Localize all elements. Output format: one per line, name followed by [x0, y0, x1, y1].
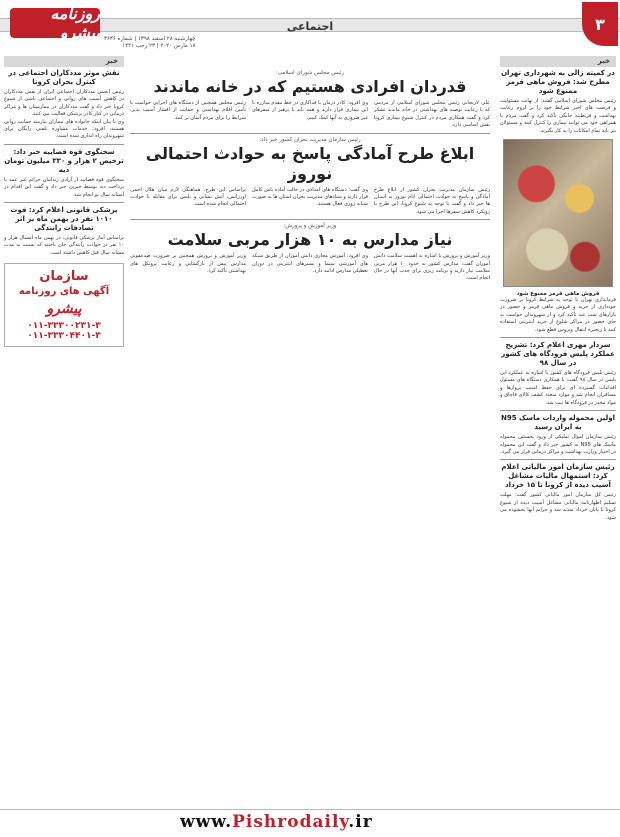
- article-body: رئیس سازمان مدیریت بحران کشور از ابلاغ طرح آمادگی و پاسخ به حوادث احتمالی ایام نوروز به استان ها خبر داد و گفت با توجه به شیوع کرونا، این طرح با رویکرد کاهش سفرها اجرا می شود.: [374, 186, 490, 215]
- ad-phone: ۰۱۱-۳۳۳۰۰۲۳۱-۳: [27, 321, 101, 332]
- article-body: علی لاریجانی رئیس مجلس شورای اسلامی از مردمی که با رعایت توصیه های بهداشتی در خانه ماندند تشکر کرد و گفت همکاری مردم در کنترل شیوع بیماری کرونا نقش اساسی دارد.: [374, 100, 490, 129]
- article-headline: پزشکی قانونی اعلام کرد: فوت ۱۰۱۰ نفر در بهمن ماه بر اثر تصادفات رانندگی: [10, 206, 118, 233]
- photo-caption: فروش ماهی قرمز ممنوع شود: [516, 291, 600, 298]
- article-columns: [130, 253, 490, 283]
- url-tld: .ir: [348, 812, 373, 832]
- news-label: خبر: [4, 56, 124, 67]
- article-kicker: وزیر آموزش و پرورش:: [283, 223, 337, 230]
- main-headline: قدردان افرادی هستیم که در خانه ماندند: [153, 77, 467, 96]
- article-body: سخنگوی قوه قضاییه از آزادی زندانیان جرائم غیر عمد با پرداخت دیه توسط خیرین خبر داد و گفت این اقدام در آستانه سال نو انجام شد.: [4, 176, 124, 198]
- center-column: [130, 56, 490, 283]
- article-body: وی افزود: کادر درمان با فداکاری در خط مقدم مبارزه با این بیماری قرار دارند و همه باید با پرهیز از سفرهای غیر ضروری به آنها کمک کنیم.: [252, 100, 368, 121]
- article-body: فرمانداری تهران با توجه به شرایط کرونا بر ضرورت خودداری از خرید و فروش ماهی قرمز و حضور در بازارهای شب عید تأکید کرد و از شهروندان خواست به جای حضور در مراکز شلوغ از خرید اینترنتی استفاده کنند تا زنجیره انتقال ویروس قطع شود.: [500, 297, 616, 333]
- newspaper-logo: روزنامه پیشرو: [10, 8, 100, 38]
- website-url[interactable]: [180, 812, 373, 832]
- url-name: Pishrodaily: [232, 812, 349, 832]
- article-body: براساس این طرح، هماهنگی لازم میان هلال احمر، اورژانس، آتش نشانی و پلیس برای مقابله با حوادث احتمالی انجام شده است.: [130, 186, 246, 208]
- divider: [500, 410, 616, 411]
- issue-date: [104, 36, 196, 50]
- article-columns: [130, 100, 490, 130]
- article-body: رئیس مجلس شورای اسلامی گفتند: از نهایت مسئولیت و فرصت های اخیر شرایط خود را بر لزوم رعایت بهداشت و قرنطینه خانگی تأکید کرد و گفت مردم با همراهی خود می توانند بیماری را کنترل کنند و مسئولان نیز باید تمام امکانات را به کار بگیرند.: [500, 98, 616, 134]
- article-body: رئیس انجمن مددکاران اجتماعی ایران از نقش مددکاران در کاهش آسیب های روانی و اجتماعی ناشی از شیوع کرونا خبر داد و گفت مددکاران در بیمارستان ها و مراکز درمانی در کنار کادر پزشکی فعالیت می کنند.: [4, 89, 124, 118]
- article-body: رئیس سازمان اموال تملیکی از ورود نخستین محموله ماسک های N95 به کشور خبر داد و گفت این محموله در اختیار وزارت بهداشت و مراکز درمانی قرار می گیرد.: [500, 434, 616, 455]
- page-header: [0, 0, 620, 50]
- ads-office-box: [4, 263, 124, 347]
- date-line-2: ۱۸ مارس ۲۰۲۰ | ۲۳ رجب ۱۴۴۱: [122, 43, 196, 49]
- ad-subtitle: آگهی های روزنامه: [18, 286, 110, 298]
- article-body: وی افزود: آموزش مجازی دانش آموزان از طریق شبکه های آموزشی سیما و بسترهای اینترنتی در دوران تعطیلی مدارس ادامه دارد.: [252, 253, 368, 275]
- divider: [4, 202, 124, 203]
- divider: [130, 133, 490, 134]
- article-kicker: رئیس سازمان مدیریت بحران کشور خبر داد:: [259, 136, 361, 143]
- right-column: [500, 56, 616, 522]
- article-headline: نقش موثر مددکاران اجتماعی در کنترل بحران کرونا: [8, 69, 120, 86]
- article-body: رئیس پلیس فرودگاه های کشور با اشاره به عملکرد این پلیس در سال ۹۸ گفت: با همکاری دستگاه های مسئول اقدامات گسترده ای برای حفظ امنیت پروازها و مسافران انجام شد و موارد متعدد کشف کالای قاچاق و مواد مخدر در فرودگاه ها ثبت شد.: [500, 370, 616, 406]
- article-body: وی با بیان اینکه خانواده های بیماران نیازمند حمایت روانی هستند، افزود: خدمات مشاوره تلفنی رایگان برای شهروندان راه اندازی شده است.: [4, 118, 124, 140]
- section-title: اجتماعی: [286, 20, 334, 33]
- article-body: رئیس کل سازمان امور مالیاتی کشور گفت: مهلت تسلیم اظهارنامه مالیاتی مشاغل آسیب دیده از شیوع کرونا تا پایان خرداد تمدید شد و جرایم آنها بخشوده می شود.: [500, 492, 616, 521]
- date-line-1: چهارشنبه ۲۸ اسفند ۱۳۹۸ | شماره ۳۶۳۶: [104, 36, 196, 42]
- url-prefix: www.: [180, 812, 233, 832]
- ad-title: سازمان: [39, 269, 89, 285]
- divider: [130, 219, 490, 220]
- article-body: رئیس مجلس همچنین از دستگاه های اجرایی خواست با تأمین اقلام بهداشتی و حمایت از اقشار آسیب پذیر، شرایط را برای مردم آسان تر کنند.: [130, 100, 246, 121]
- goldfish-photo: [503, 139, 613, 287]
- article-headline: اولین محموله واردات ماسک N95 به ایران رسید: [500, 414, 616, 432]
- article-headline: در کمیته زالی به شهرداری تهران مطرح شد: فروش ماهی قرمز ممنوع شود: [501, 69, 615, 95]
- article-headline: سردار مهری اعلام کرد: تشریح عملکرد پلیس فرودگاه های کشور در سال ۹۸: [501, 341, 615, 368]
- article-headline: ابلاغ طرح آمادگی پاسخ به حوادث احتمالی نوروز: [145, 143, 475, 183]
- article-columns: [130, 187, 490, 217]
- article-body: براساس آمار پزشکی قانونی، در بهمن ماه امسال هزار و ۱۰ نفر در حوادث رانندگی جان باختند که نسبت به مدت مشابه سال قبل کاهش داشته است.: [4, 235, 124, 256]
- article-headline: نیاز مدارس به ۱۰ هزار مربی سلامت: [167, 230, 453, 250]
- divider: [500, 459, 616, 460]
- article-headline: رئیس سازمان امور مالیاتی اعلام کرد: استمهال مالیات مشاغل آسیب دیده از کرونا تا ۱۵ خرداد: [501, 463, 615, 490]
- divider: [4, 144, 124, 145]
- ad-phone: ۰۱۱-۳۳۳۰۴۴۰۱-۳: [27, 331, 101, 342]
- article-headline: سخنگوی قوه قضاییه خبر داد: ترخیص ۲ هزار و ۳۳۰ میلیون تومان دیه: [4, 147, 124, 174]
- page-number: ۳: [582, 2, 618, 46]
- page-footer: [0, 809, 620, 837]
- article-kicker: رئیس مجلس شورای اسلامی:: [275, 70, 345, 76]
- left-column: [4, 56, 124, 347]
- ad-brand: پیشرو: [46, 301, 82, 318]
- article-body: وزیر آموزش و پرورش با اشاره به اهمیت سلامت دانش آموزان گفت: مدارس کشور به حدود ۱۰ هزار مربی سلامت نیاز دارند و برنامه ریزی برای جذب آنها در حال انجام است.: [374, 253, 490, 282]
- article-body: وی گفت: دستگاه های امدادی در حالت آماده باش کامل قرار دارند و ستادهای مدیریت بحران استان ها به صورت شبانه روزی فعال هستند.: [252, 186, 368, 208]
- news-label: خبر: [500, 56, 616, 67]
- article-body: وزیر آموزش و پرورش همچنین بر ضرورت ضدعفونی مدارس پیش از بازگشایی و رعایت پروتکل های بهداشتی تأکید کرد.: [130, 253, 246, 275]
- divider: [500, 337, 616, 338]
